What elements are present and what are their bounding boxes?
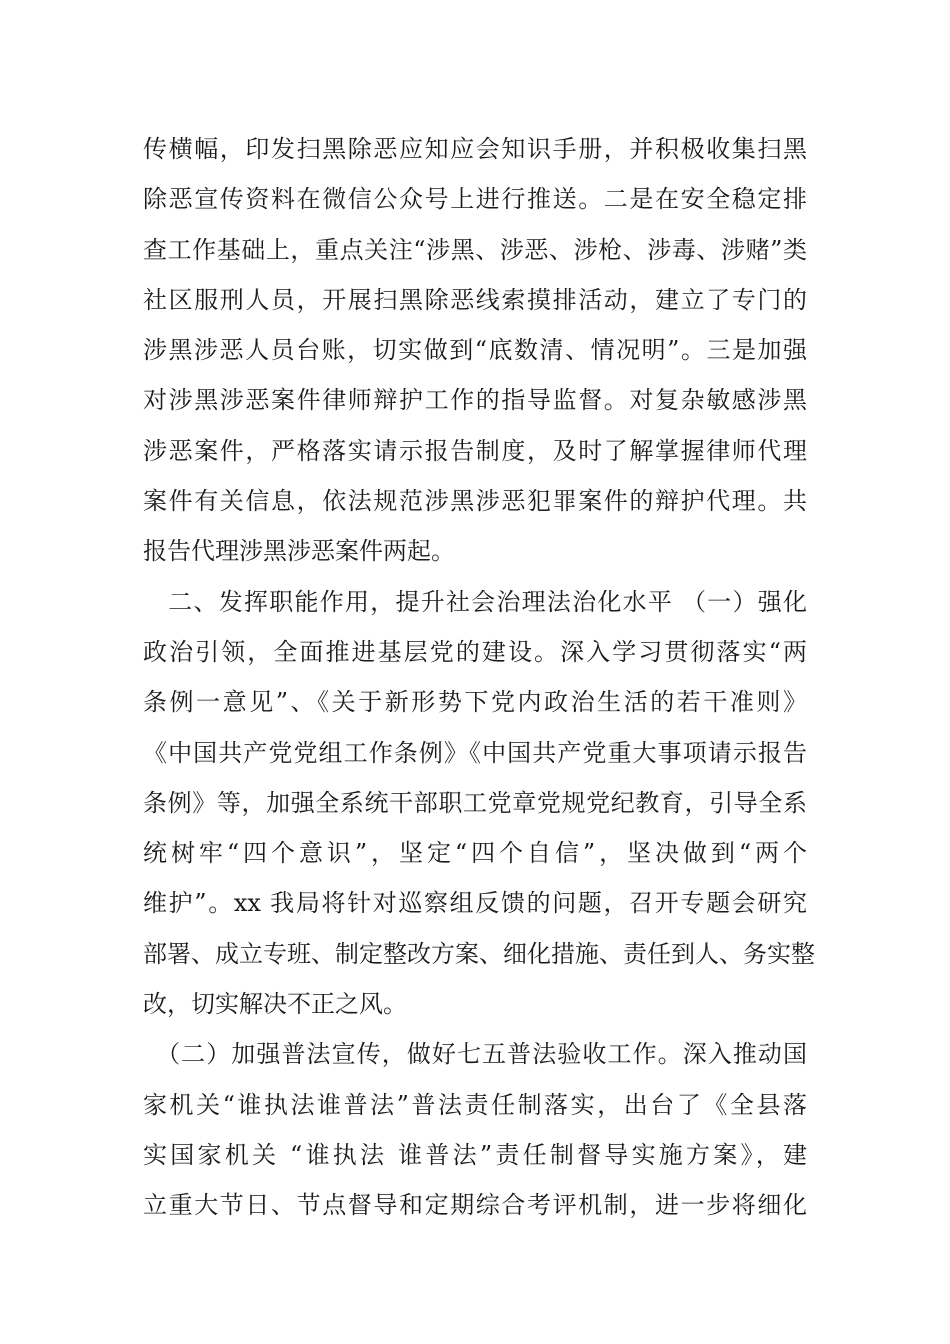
text-line: 政治引领，全面推进基层党的建设。深入学习贯彻落实“两 <box>143 637 807 666</box>
text-line: 部署、成立专班、制定整改方案、细化措施、责任到人、务实整 <box>143 939 815 968</box>
text-line: 立重大节日、节点督导和定期综合考评机制，进一步将细化 <box>143 1191 807 1220</box>
text-line: 改，切实解决不正之风。 <box>143 990 407 1019</box>
text-line: 条例一意见”、《关于新形势下党内政治生活的若干准则》 <box>143 688 807 717</box>
text-line: 实国家机关 “谁执法 谁普法”责任制督导实施方案》，建 <box>143 1140 807 1169</box>
text-line: 维护”。xx 我局将针对巡察组反馈的问题，召开专题会研究 <box>143 889 807 918</box>
text-line: 家机关“谁执法谁普法”普法责任制落实，出台了《全县落 <box>143 1090 807 1119</box>
text-line: 涉黑涉恶人员台账，切实做到“底数清、情况明”。三是加强 <box>143 336 807 365</box>
section-heading-line: 二、发挥职能作用，提升社会治理法治化水平 （一）强化 <box>143 587 807 616</box>
text-line: 除恶宣传资料在微信公众号上进行推送。二是在安全稳定排 <box>143 185 807 214</box>
text-line: 涉恶案件，严格落实请示报告制度，及时了解掌握律师代理 <box>143 436 807 465</box>
text-line: 案件有关信息，依法规范涉黑涉恶犯罪案件的辩护代理。共 <box>143 487 807 516</box>
text-line: 报告代理涉黑涉恶案件两起。 <box>143 537 455 566</box>
text-line: 传横幅，印发扫黑除恶应知应会知识手册，并积极收集扫黑 <box>143 135 807 163</box>
text-line: 统树牢“四个意识”，坚定“四个自信”，坚决做到“两个 <box>143 839 807 868</box>
text-line: 对涉黑涉恶案件律师辩护工作的指导监督。对复杂敏感涉黑 <box>143 386 807 415</box>
subsection-heading-line: （二）加强普法宣传，做好七五普法验收工作。深入推动国 <box>143 1040 807 1069</box>
document-body <box>143 124 815 1231</box>
text-line: 条例》等，加强全系统干部职工党章党规党纪教育，引导全系 <box>143 788 807 817</box>
text-line: 社区服刑人员，开展扫黑除恶线索摸排活动，建立了专门的 <box>143 285 807 314</box>
text-line: 《中国共产党党组工作条例》《中国共产党重大事项请示报告 <box>143 738 807 767</box>
text-line: 查工作基础上，重点关注“涉黑、涉恶、涉枪、涉毒、涉赌”类 <box>143 235 807 264</box>
